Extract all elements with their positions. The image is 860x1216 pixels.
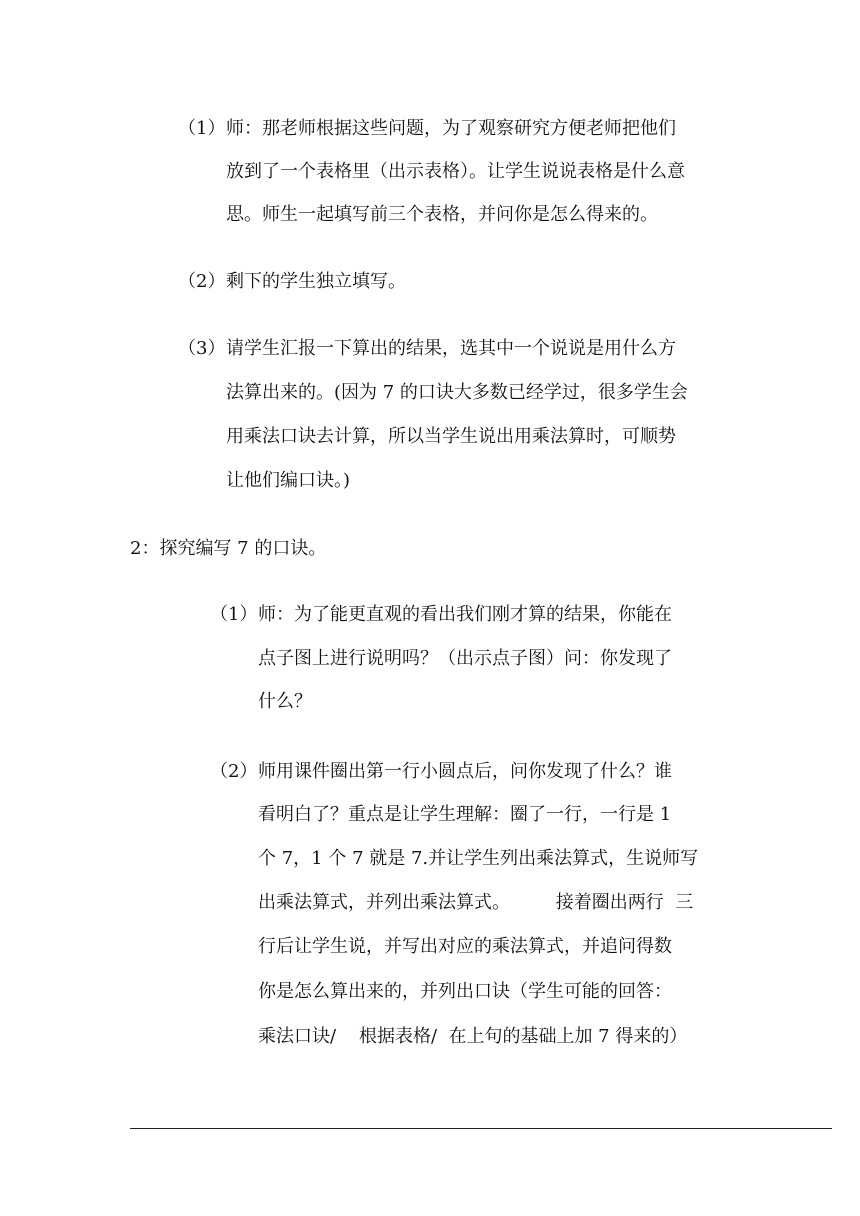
paragraph-line: 乘法口诀/ 根据表格/ 在上句的基础上加 7 得来的）: [258, 1026, 688, 1047]
item-number: （2）: [178, 271, 226, 292]
paragraph-line: 点子图上进行说明吗？（出示点子图）问：你发现了: [258, 648, 672, 669]
paragraph-line: 师用课件圈出第一行小圆点后，问你发现了什么？谁: [258, 761, 672, 782]
paragraph-line: 看明白了？重点是让学生理解：圈了一行，一行是 1: [258, 804, 672, 825]
paragraph-line: 什么？: [258, 691, 312, 712]
section-heading: 2：探究编写 7 的口诀。: [130, 538, 327, 559]
paragraph-line: 师：为了能更直观的看出我们刚才算的结果，你能在: [258, 604, 672, 625]
paragraph-line: 让他们编口诀。): [226, 470, 351, 491]
paragraph-line: 出乘法算式，并列出乘法算式。 接着圈出两行 三: [258, 892, 694, 913]
paragraph-line: 师：那老师根据这些问题，为了观察研究方便老师把他们: [226, 118, 676, 139]
paragraph-line: 放到了一个表格里（出示表格）。让学生说说表格是什么意: [226, 161, 685, 182]
paragraph-line: 思。师生一起填写前三个表格，并问你是怎么得来的。: [226, 204, 658, 225]
item-number: （1）: [210, 604, 258, 625]
item-number: （2）: [210, 761, 258, 782]
item-number: （1）: [178, 118, 226, 139]
footer-rule: [130, 1128, 832, 1129]
item-number: （3）: [178, 338, 226, 359]
paragraph-line: 请学生汇报一下算出的结果，选其中一个说说是用什么方: [226, 338, 676, 359]
paragraph-line: 用乘法口诀去计算，所以当学生说出用乘法算时，可顺势: [226, 426, 676, 447]
paragraph-line: 你是怎么算出来的，并列出口诀（学生可能的回答：: [258, 981, 672, 1002]
paragraph-line: 法算出来的。(因为 7 的口诀大多数已经学过，很多学生会: [226, 382, 688, 403]
paragraph-line: 剩下的学生独立填写。: [226, 271, 406, 292]
paragraph-line: 行后让学生说，并写出对应的乘法算式，并追问得数: [258, 936, 672, 957]
paragraph-line: 个 7，1 个 7 就是 7.并让学生列出乘法算式，生说师写: [258, 848, 699, 869]
